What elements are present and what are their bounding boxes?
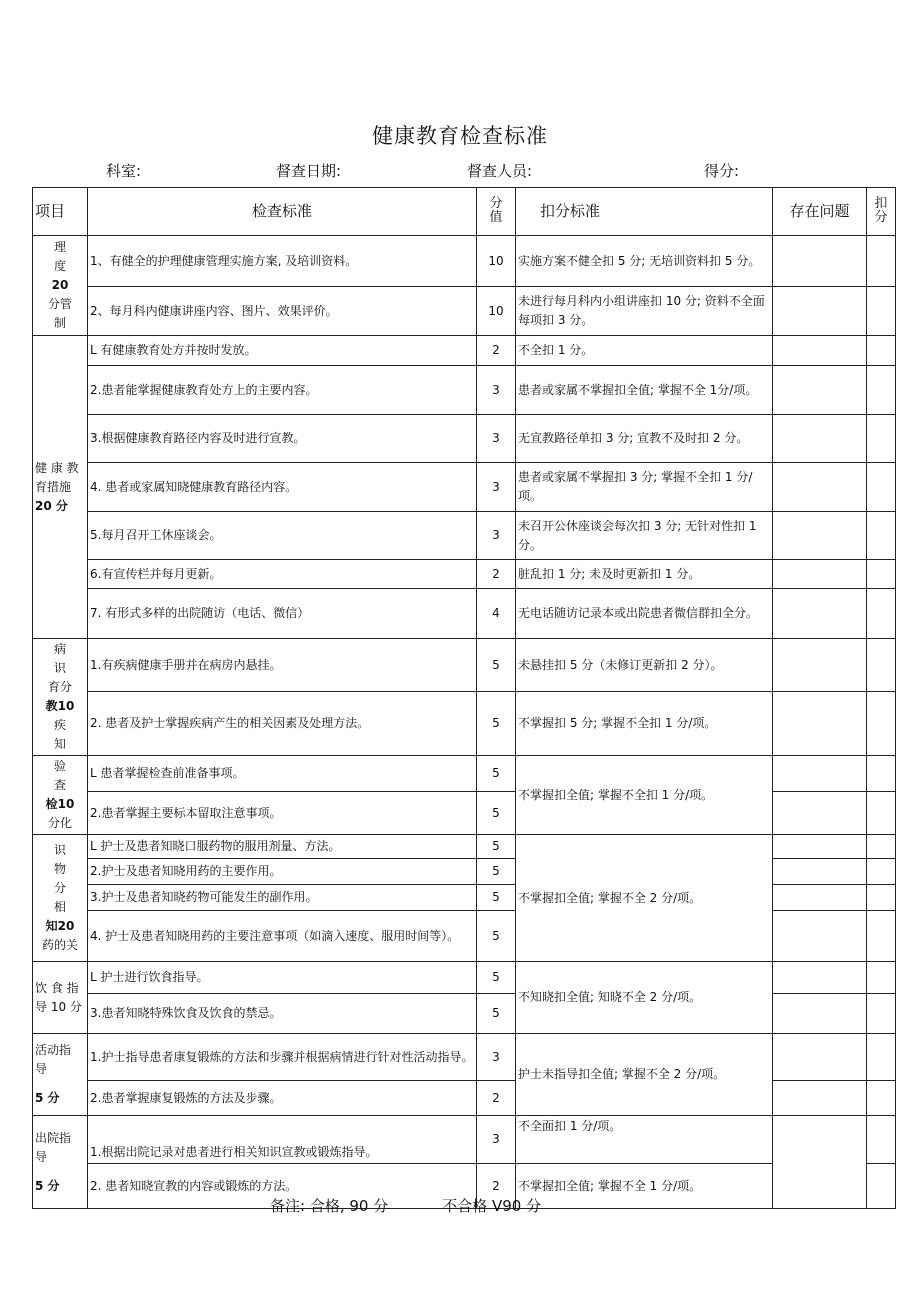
value-cell: 3: [477, 1116, 516, 1164]
issues-cell[interactable]: [773, 1081, 867, 1116]
deduct-score-cell[interactable]: [867, 639, 896, 692]
category-text: 出院指: [35, 1130, 72, 1145]
standard-cell: 3.根据健康教育路径内容及时进行宣教。: [88, 415, 477, 463]
category-text: 活动指: [35, 1043, 72, 1057]
deduct-score-cell[interactable]: [867, 1164, 896, 1209]
standard-cell: L 患者掌握检查前准备事项。: [88, 756, 477, 792]
deduct-score-cell[interactable]: [867, 512, 896, 560]
deduct-cell: 未悬挂扣 5 分（未修订更新扣 2 分）。: [516, 639, 773, 692]
issues-cell[interactable]: [773, 463, 867, 512]
category-text: 20 分: [35, 498, 68, 513]
inspection-table: [32, 187, 896, 1209]
table-row: [33, 512, 896, 560]
deduct-cell: 患者或家属不掌握扣全值; 掌握不全 1分/项。: [516, 366, 773, 415]
deduct-score-cell[interactable]: [867, 792, 896, 835]
category-text: 导: [35, 1149, 48, 1164]
standard-cell: 1.根据出院记录对患者进行相关知识宣教或锻炼指导。: [88, 1116, 477, 1164]
value-cell: 4: [477, 589, 516, 639]
deduct-score-cell[interactable]: [867, 415, 896, 463]
issues-cell[interactable]: [773, 287, 867, 336]
issues-cell[interactable]: [773, 792, 867, 835]
header-issues: 存在问题: [773, 188, 867, 236]
deduct-score-cell[interactable]: [867, 236, 896, 287]
category-text: 分: [53, 881, 66, 895]
fail-note: 不合格 V90 分: [442, 1197, 542, 1215]
issues-cell[interactable]: [773, 859, 867, 885]
issues-cell[interactable]: [773, 366, 867, 415]
value-cell: 3: [477, 366, 516, 415]
category-text: 相: [53, 900, 66, 914]
value-cell: 2: [477, 1081, 516, 1116]
inspector-label: 督查人员:: [467, 162, 533, 180]
table-row: [33, 366, 896, 415]
header-deduct-top: 扣: [874, 196, 888, 211]
category-text: 分管: [47, 297, 72, 311]
issues-cell[interactable]: [773, 756, 867, 792]
category-text: 导 10 分: [35, 999, 82, 1014]
standard-cell: L 有健康教育处方并按时发放。: [88, 336, 477, 366]
value-cell: 5: [477, 859, 516, 885]
standard-cell: 6.有宣传栏并每月更新。: [88, 560, 477, 589]
value-cell: 3: [477, 463, 516, 512]
table-row: [33, 756, 896, 792]
deduct-score-cell[interactable]: [867, 366, 896, 415]
standard-cell: 3.护士及患者知晓药物可能发生的副作用。: [88, 885, 477, 911]
category-text: 知: [53, 737, 66, 751]
deduct-score-cell[interactable]: [867, 962, 896, 994]
deduct-score-cell[interactable]: [867, 1081, 896, 1116]
value-cell: 2: [477, 560, 516, 589]
issues-cell[interactable]: [773, 589, 867, 639]
header-value-bottom: 值: [489, 210, 503, 225]
category-text: 分化: [47, 816, 72, 830]
table-row: [33, 1034, 896, 1081]
category-text: 验: [53, 759, 66, 773]
value-cell: 2: [477, 336, 516, 366]
header-deduct-standard-text: 扣分标准: [540, 202, 601, 220]
table-row: [33, 1116, 896, 1164]
category-text: 药的关: [41, 938, 78, 952]
standard-cell: 2.护士及患者知晓用药的主要作用。: [88, 859, 477, 885]
issues-cell[interactable]: [773, 415, 867, 463]
category-management: [33, 236, 88, 336]
category-text: 识: [53, 661, 66, 675]
value-cell: 10: [477, 287, 516, 336]
issues-cell[interactable]: [773, 236, 867, 287]
issues-cell[interactable]: [773, 835, 867, 859]
deduct-score-cell[interactable]: [867, 463, 896, 512]
table-row: [33, 589, 896, 639]
category-text: 育措施: [35, 479, 72, 494]
page-title: 健康教育检查标准: [372, 124, 548, 148]
issues-cell[interactable]: [773, 911, 867, 962]
category-text: 5 分: [35, 1091, 60, 1105]
deduct-score-cell[interactable]: [867, 287, 896, 336]
score-label: 得分:: [704, 162, 740, 180]
deduct-score-cell[interactable]: [867, 1116, 896, 1164]
deduct-cell: 不知晓扣全值; 知晓不全 2 分/项。: [516, 962, 773, 1034]
deduct-cell: 实施方案不健全扣 5 分; 无培训资料扣 5 分。: [516, 236, 773, 287]
standard-cell: 1.有疾病健康手册并在病房内悬挂。: [88, 639, 477, 692]
category-text: 导: [35, 1062, 48, 1076]
table-row: [33, 962, 896, 994]
footer-note: [270, 1195, 541, 1216]
standard-cell: 2.患者掌握主要标本留取注意事项。: [88, 792, 477, 835]
pass-note: 备注: 合格, 90 分: [270, 1197, 389, 1215]
category-drug-knowledge: [33, 835, 88, 962]
category-text: 疾: [53, 718, 66, 732]
category-text: 制: [53, 316, 66, 330]
header-standard: 检查标准: [88, 188, 477, 236]
category-text: 5 分: [35, 1178, 60, 1193]
value-cell: 5: [477, 692, 516, 756]
table-row: [33, 415, 896, 463]
category-text: 育分: [47, 680, 72, 694]
issues-cell[interactable]: [773, 994, 867, 1034]
deduct-score-cell[interactable]: [867, 885, 896, 911]
deduct-cell: 不掌握扣 5 分; 掌握不全扣 1 分/项。: [516, 692, 773, 756]
table-row: [33, 236, 896, 287]
header-deduct: [867, 188, 896, 236]
category-activity-guidance: [33, 1034, 88, 1116]
category-text: 20: [51, 278, 69, 292]
deduct-cell: 未进行每月科内小组讲座扣 10 分; 资料不全面每项扣 3 分。: [516, 287, 773, 336]
standard-cell: 1、有健全的护理健康管理实施方案, 及培训资料。: [88, 236, 477, 287]
category-text: 物: [53, 862, 66, 876]
value-cell: 3: [477, 415, 516, 463]
deduct-cell: 不掌握扣全值; 掌握不全 2 分/项。: [516, 835, 773, 962]
standard-cell: 2、每月科内健康讲座内容、图片、效果评价。: [88, 287, 477, 336]
standard-cell: 2.患者掌握康复锻炼的方法及步骤。: [88, 1081, 477, 1116]
issues-cell[interactable]: [773, 512, 867, 560]
header-row: [33, 188, 896, 236]
deduct-score-cell[interactable]: [867, 994, 896, 1034]
category-disease-knowledge: [33, 639, 88, 756]
deduct-cell: 护士未指导扣全值; 掌握不全 2 分/项。: [516, 1034, 773, 1116]
deduct-score-cell[interactable]: [867, 589, 896, 639]
deduct-cell: 不全扣 1 分。: [516, 336, 773, 366]
value-cell: 5: [477, 962, 516, 994]
standard-cell: 1.护士指导患者康复锻炼的方法和步骤并根据病情进行针对性活动指导。: [88, 1034, 477, 1081]
table-row: [33, 692, 896, 756]
table-row: [33, 560, 896, 589]
standard-cell: 4. 患者或家属知晓健康教育路径内容。: [88, 463, 477, 512]
value-cell: 5: [477, 911, 516, 962]
standard-cell: 2. 患者知晓宣教的内容或锻炼的方法。: [88, 1164, 477, 1209]
value-cell: 2: [477, 1164, 516, 1209]
issues-cell[interactable]: [773, 336, 867, 366]
deduct-cell: 无电话随访记录本或出院患者微信群扣全分。: [516, 589, 773, 639]
category-text: 知20: [45, 919, 75, 933]
standard-cell: 3.患者知晓特殊饮食及饮食的禁忌。: [88, 994, 477, 1034]
header-value: [477, 188, 516, 236]
deduct-cell: 未召开公休座谈会每次扣 3 分; 无针对性扣 1 分。: [516, 512, 773, 560]
standard-cell: 4. 护士及患者知晓用药的主要注意事项（如滴入速度、服用时间等）。: [88, 911, 477, 962]
value-cell: 5: [477, 639, 516, 692]
deduct-score-cell[interactable]: [867, 756, 896, 792]
category-discharge-guidance: [33, 1116, 88, 1209]
table-row: [33, 336, 896, 366]
header-deduct-bottom: 分: [874, 210, 888, 225]
deduct-cell: 不掌握扣全值; 掌握不全扣 1 分/项。: [516, 756, 773, 835]
deduct-score-cell[interactable]: [867, 336, 896, 366]
table-row: [33, 463, 896, 512]
category-text: 健 康 教: [35, 460, 79, 475]
issues-cell[interactable]: [773, 560, 867, 589]
category-text: 检10: [45, 797, 75, 811]
category-text: 度: [53, 259, 66, 273]
value-cell: 5: [477, 835, 516, 859]
deduct-cell: 无宣教路径单扣 3 分; 宣教不及时扣 2 分。: [516, 415, 773, 463]
value-cell: 5: [477, 756, 516, 792]
value-cell: 5: [477, 885, 516, 911]
deduct-cell: 脏乱扣 1 分; 未及时更新扣 1 分。: [516, 560, 773, 589]
deduct-cell: 不全面扣 1 分/项。: [516, 1116, 773, 1164]
deduct-score-cell[interactable]: [867, 1034, 896, 1081]
header-item: 项目: [33, 188, 88, 236]
category-text: 识: [53, 843, 66, 857]
category-text: 查: [53, 778, 66, 792]
value-cell: 5: [477, 792, 516, 835]
issues-cell[interactable]: [773, 1034, 867, 1081]
category-lab-tests: [33, 756, 88, 835]
issues-cell[interactable]: [773, 962, 867, 994]
standard-cell: 7. 有形式多样的出院随访（电话、微信）: [88, 589, 477, 639]
value-cell: 3: [477, 512, 516, 560]
header-deduct-standard: [516, 188, 773, 236]
table-row: [33, 639, 896, 692]
deduct-cell: 不掌握扣全值; 掌握不全 1 分/项。: [516, 1164, 773, 1209]
standard-cell: 2. 患者及护士掌握疾病产生的相关因素及处理方法。: [88, 692, 477, 756]
deduct-score-cell[interactable]: [867, 692, 896, 756]
deduct-score-cell[interactable]: [867, 560, 896, 589]
standard-cell: L 护士及患者知晓口服药物的服用剂量、方法。: [88, 835, 477, 859]
table-row: [33, 835, 896, 859]
value-cell: 3: [477, 1034, 516, 1081]
deduct-score-cell[interactable]: [867, 859, 896, 885]
value-cell: 5: [477, 994, 516, 1034]
value-cell: 10: [477, 236, 516, 287]
category-text: 饮 食 指: [35, 980, 79, 995]
issues-cell[interactable]: [773, 885, 867, 911]
standard-cell: 5.每月召开工休座谈会。: [88, 512, 477, 560]
standard-cell: 2.患者能掌握健康教育处方上的主要内容。: [88, 366, 477, 415]
inspection-date-label: 督查日期:: [276, 162, 342, 180]
category-text: 教10: [45, 699, 75, 713]
header-value-top: 分: [489, 196, 503, 211]
deduct-score-cell[interactable]: [867, 835, 896, 859]
category-text: 病: [53, 642, 66, 656]
category-text: 理: [53, 240, 66, 254]
category-education-measures: [33, 336, 88, 639]
issues-cell[interactable]: [773, 692, 867, 756]
deduct-score-cell[interactable]: [867, 911, 896, 962]
table-row: [33, 287, 896, 336]
issues-cell[interactable]: [773, 639, 867, 692]
deduct-cell: 患者或家属不掌握扣 3 分; 掌握不全扣 1 分/项。: [516, 463, 773, 512]
issues-cell[interactable]: [773, 1116, 867, 1209]
standard-cell: L 护士进行饮食指导。: [88, 962, 477, 994]
category-diet-guidance: [33, 962, 88, 1034]
department-label: 科室:: [106, 162, 142, 180]
